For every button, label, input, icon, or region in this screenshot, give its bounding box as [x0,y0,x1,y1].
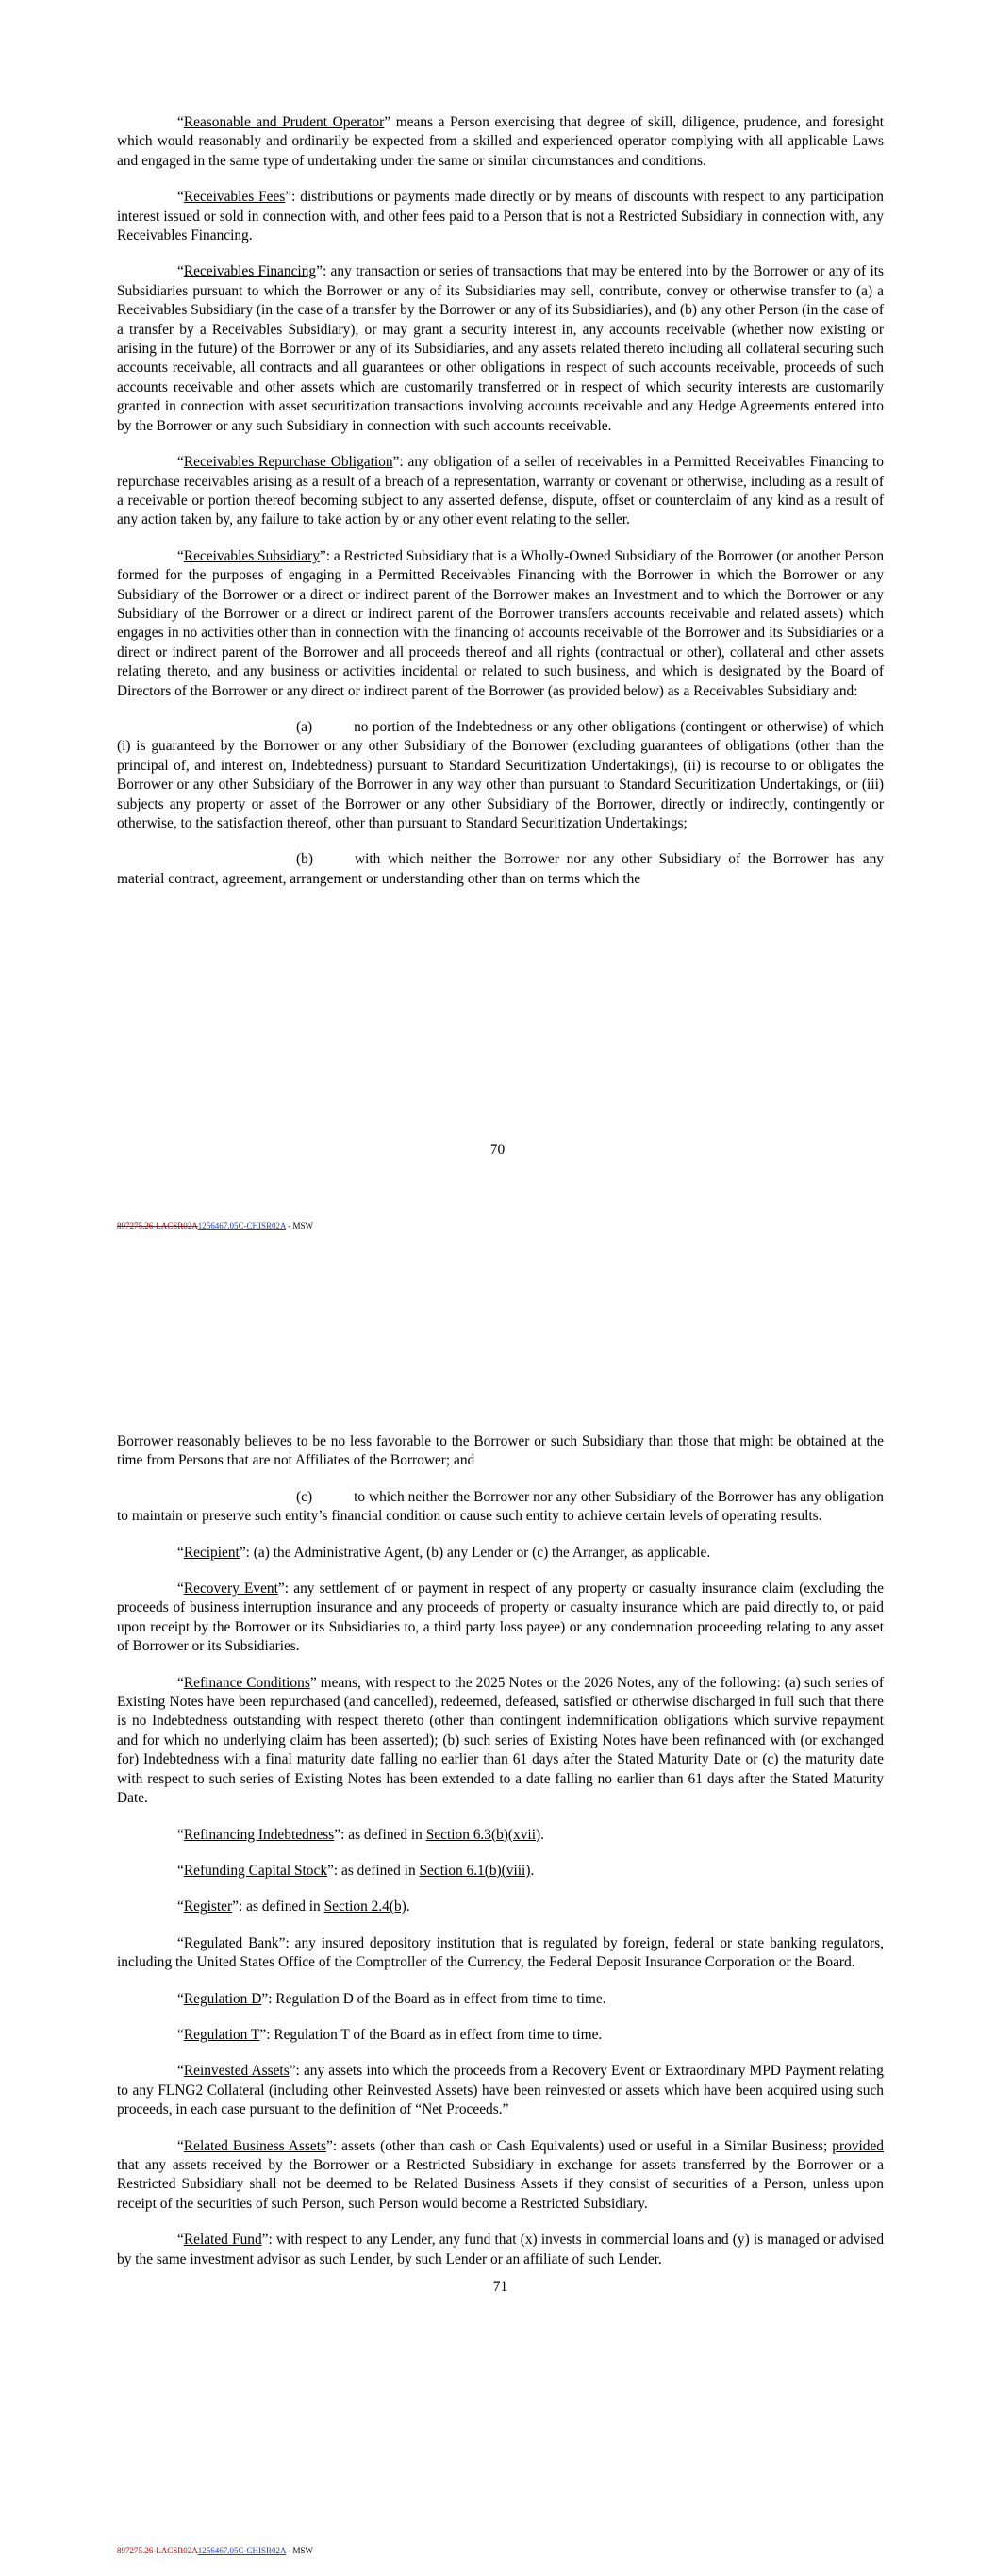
definition-related-business-assets: “Related Business Assets”: assets (other than cash or Cash Equivalents) used or useful in a Similar Business; provided that any assets received by the Borrower or a Restricted Subsidiary in exchange for assets transferred by the Borrower or a Restricted Subsidiary shall not be deemed to be Related Business Assets if they consist of securities of a Person, unless upon receipt of the securities of such Person, such Person would become a Restricted Subsidiary. [117,2137,884,2212]
defined-term: Refinance Conditions [183,1674,310,1691]
defined-term: Receivables Fees [183,189,286,206]
definition-regulated-bank: “Regulated Bank”: any insured depository institution that is regulated by foreign, federal or state banking regulators, including the United States Office of the Comptroller of the Currency, the Federal Deposit Insurance Corporation or the Board. [117,1934,884,1971]
clause-c: (c) to which neither the Borrower nor any other Subsidiary of the Borrower has any obligation to maintain or preserve such entity’s financial condition or cause such entity to achieve certain levels of operating results. [117,1488,884,1525]
defined-term: Recovery Event [183,1581,278,1597]
defined-term: Receivables Financing [183,263,317,280]
defined-term: Refinancing Indebtedness [183,1826,335,1843]
clause-label: (b) [296,851,313,868]
defined-term: Recipient [183,1544,240,1561]
defined-term: Reinvested Assets [183,2063,290,2080]
definition-refinance-conditions: “Refinance Conditions” means, with respect to the 2025 Notes or the 2026 Notes, any of the following: (a) such series of Existing Notes have been repurchased (and cancelled), redeemed, defeased, satisfied or otherwise discharged in full such that there is no Indebtedness outstanding with respect thereto (other than contingent indemnification obligations which survive repayment and for which no underlying claim has been asserted); (b) such series of Existing Notes have been refinanced with (or exchanged for) Indebtedness with a final maturity date falling no earlier than 61 days after the Stated Maturity Date or (c) the maturity date with respect to such series of Existing Notes has been extended to a date falling no earlier than 61 days after the Stated Maturity Date. [117,1674,884,1807]
definition-recipient: “Recipient”: (a) the Administrative Agent, (b) any Lender or (c) the Arranger, as applicable. [177,1544,711,1561]
definition-regulation-t: “Regulation T”: Regulation T of the Board as in effect from time to time. [177,2026,603,2043]
section-reference: Section 2.4(b) [323,1899,406,1915]
definition-receivables-fees: “Receivables Fees”: distributions or payments made directly or by means of discounts with respect to any participation interest issued or sold in connection with, and other fees paid to a Person that is not a Restricted Subsidiary in connection with, any Receivables Financing. [117,189,884,244]
definition-related-fund: “Related Fund”: with respect to any Lender, any fund that (x) invests in commercial loans and (y) is managed or advised by the same investment advisor as such Lender, by such Lender or an affiliate of such Lender. [117,2232,885,2267]
defined-term: Refunding Capital Stock [183,1862,328,1879]
footer-inserted-id: 1256467.05C-CHISR02A [197,2546,287,2555]
page-number: 71 [492,2279,508,2295]
section-reference: Section 6.1(b)(viii) [419,1862,531,1879]
definition-register: “Register”: as defined in Section 2.4(b). [177,1899,410,1915]
proviso-term: provided [832,2137,884,2154]
footer-deleted-id: 897275.26-LACSR02A [117,1221,198,1230]
footer-inserted-id: 1256467.05C-CHISR02A [197,1221,287,1230]
continued-text: Borrower reasonably believes to be no less favorable to the Borrower or such Subsidiary than those that might be obtained at the time from Persons that are not Affiliates of the Borrower; and [117,1433,884,1469]
page-number: 70 [489,1142,506,1158]
defined-term: Related Business Assets [183,2137,326,2154]
defined-term: Regulated Bank [183,1934,279,1951]
document-footer: 897275.26-LACSR02A1256467.05C-CHISR02A - MSW [117,2546,314,2555]
footer-suffix: MSW [292,2546,314,2555]
defined-term: Regulation T [183,2026,260,2043]
section-reference: Section 6.3(b)(xvii) [425,1826,541,1843]
definition-receivables-financing: “Receivables Financing”: any transaction or series of transactions that may be entered into by the Borrower or any of its Subsidiaries pursuant to which the Borrower or any of its Subsidiaries may sell, contribute, convey or otherwise transfer to (a) a Receivables Subsidiary (in the case of a transfer by the Borrower or any of its Subsidiaries), and (b) any other Person (in the case of a transfer by a Receivables Subsidiary), or may grant a security interest in, any accounts receivable (whether now existing or arising in the future) of the Borrower or any of its Subsidiaries, and any assets related thereto including all collateral securing such accounts receivable, all contracts and all guarantees or other obligations in respect of such accounts receivable, proceeds of such accounts receivable and other assets which are customarily transferred or in respect of which security interests are customarily granted in connection with asset securitization transactions involving accounts receivable and any Hedge Agreements entered into by the Borrower or any such Subsidiary in connection with such accounts receivable. [117,263,884,434]
document-footer: 897275.26-LACSR02A1256467.05C-CHISR02A - MSW [117,1221,314,1230]
definition-refinancing-indebtedness: “Refinancing Indebtedness”: as defined in Section 6.3(b)(xvii). [177,1826,544,1843]
defined-term: Receivables Repurchase Obligation [183,454,393,471]
definition-recovery-event: “Recovery Event”: any settlement of or payment in respect of any property or casualty insurance claim (excluding the proceeds of business interruption insurance and any proceeds of property or casualty insurance which are paid directly to, or paid upon receipt by the Borrower or its Subsidiaries to, a third party loss payee) or any condemnation proceeding relating to any asset of Borrower or its Subsidiaries. [117,1581,885,1655]
definition-reinvested-assets: “Reinvested Assets”: any assets into which the proceeds from a Recovery Event or Extraordinary MPD Payment relating to any FLNG2 Collateral (including other Reinvested Assets) have been reinvested or assets which have been acquired using such proceeds, in each case pursuant to the definition of “Net Proceeds.” [117,2063,884,2118]
defined-term: Related Fund [183,2232,262,2249]
footer-deleted-id: 897275.26-LACSR02A [117,2546,198,2555]
definition-reasonable-prudent-operator: “Reasonable and Prudent Operator” means a Person exercising that degree of skill, diligence, prudence, and foresight which would reasonably and ordinarily be expected from a skilled and experienced operator complying with all applicable Laws and engaged in the same type of undertaking under the same or similar circumstances and conditions. [117,114,884,169]
defined-term: Regulation D [183,1990,262,2007]
clause-label: (a) [296,718,313,735]
definition-regulation-d: “Regulation D”: Regulation D of the Board as in effect from time to time. [177,1990,606,2007]
defined-term: Reasonable and Prudent Operator [183,114,385,130]
page-71 [0,1288,995,2576]
clause-b: (b) with which neither the Borrower nor any other Subsidiary of the Borrower has any material contract, agreement, arrangement or understanding other than on terms which the [117,851,884,887]
definition-receivables-subsidiary: “Receivables Subsidiary”: a Restricted Subsidiary that is a Wholly-Owned Subsidiary of the Borrower (or another Person formed for the purposes of engaging in a Permitted Receivables Financing with the Borrower in which the Borrower or any Subsidiary of the Borrower or a direct or indirect parent of the Borrower makes an Investment and to which the Borrower or any Subsidiary of the Borrower or a direct or indirect parent of the Borrower transfers accounts receivable and related assets) which engages in no activities other than in connection with the financing of accounts receivable of the Borrower and its Subsidiaries or a direct or indirect parent of the Borrower and all proceeds thereof and all rights (contractual or other), collateral and other assets relating thereto, and any business or activities incidental or related to such business, and which is designated by the Board of Directors of the Borrower or any direct or indirect parent of the Borrower (as provided below) as a Receivables Subsidiary and: [117,547,885,699]
defined-term: Register [183,1899,233,1915]
footer-suffix: MSW [292,1221,314,1230]
clause-label: (c) [296,1488,313,1505]
defined-term: Receivables Subsidiary [183,547,320,564]
clause-a: (a) no portion of the Indebtedness or any other obligations (contingent or otherwise) of which (i) is guaranteed by the Borrower or any other Subsidiary of the Borrower (excluding guarantees of obligations (other than the principal of, and interest on, Indebtedness) pursuant to Standard Securitization Undertakings), (ii) is recourse to or obligates the Borrower or any other Subsidiary of the Borrower in any way other than pursuant to Standard Securitization Undertakings, or (iii) subjects any property or asset of the Borrower or any other Subsidiary of the Borrower, directly or indirectly, contingently or otherwise, to the satisfaction thereof, other than pursuant to Standard Securitization Undertakings; [117,718,884,831]
definition-refunding-capital-stock: “Refunding Capital Stock”: as defined in Section 6.1(b)(viii). [177,1862,535,1879]
definition-receivables-repurchase-obligation: “Receivables Repurchase Obligation”: any obligation of a seller of receivables in a Permitted Receivables Financing to repurchase receivables arising as a result of a breach of a representation, warranty or covenant or otherwise, including as a result of a receivable or portion thereof becoming subject to any asserted defense, dispute, offset or counterclaim of any kind as a result of any action taken by, any failure to take action by or any other event relating to the seller. [117,454,885,528]
